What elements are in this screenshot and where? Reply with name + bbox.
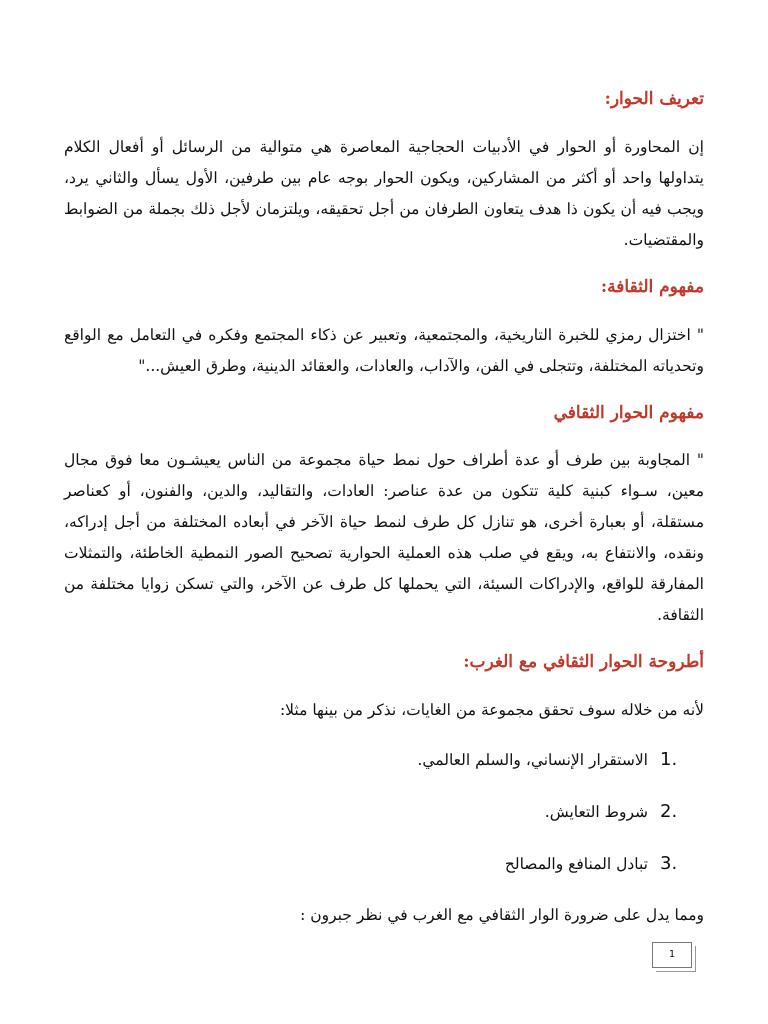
list-text: تبادل المنافع والمصالح (504, 855, 648, 874)
section-paragraph: " المجاوبة بين طرف أو عدة أطراف حول نمط حياة مجموعة من الناس يعيشـون معا فوق مجال معين، سـواء كبنية كلية تتكون من عدة عناصر: العادات، والتقاليد، والدين، والفنون، أو كعناصر مستقلة، أو بعبارة أخرى، هو تنازل كل طرف لنمط حياة الآخر في أبعاده المختلفة من أجل إدراكه، ونقده، والانتفاع به، ويقع في صلب هذه العملية الحوارية تصحيح الصور النمطية الخاطئة، والتمثلات المفارقة للواقع، والإدراكات السيئة، التي يحملها كل طرف عن الآخر، والتي تسكن زوايا مختلفة من الثقافة. (64, 451, 704, 625)
section-heading: تعريف الحوار: (604, 89, 704, 109)
list-text: شروط التعايش. (544, 803, 648, 822)
section-closing: ومما يدل على ضرورة الوار الثقافي مع الغرب في نظر جبرون : (300, 906, 704, 925)
section-heading: أطروحة الحوار الثقافي مع الغرب: (463, 652, 704, 673)
section-cultural-dialogue-concept (64, 402, 704, 632)
goals-list (64, 744, 704, 880)
list-number: 1. (660, 749, 678, 771)
section-dialogue-definition (64, 88, 704, 256)
list-number: 2. (660, 801, 678, 823)
section-intro: لأنه من خلاله سوف تحقق مجموعة من الغايات، نذكر من بينها مثلا: (279, 701, 704, 720)
list-item (64, 796, 704, 828)
document-body (64, 88, 704, 931)
list-item (64, 848, 704, 880)
section-culture-concept (64, 276, 704, 382)
section-heading: مفهوم الثقافة: (600, 276, 704, 297)
section-heading: مفهوم الحوار الثقافي (553, 402, 704, 423)
section-paragraph: " اختزال رمزي للخبرة التاريخية، والمجتمعية، وتعبير عن ذكاء المجتمع وفكره في التعامل مع الواقع وتحدياته المختلفة، وتتجلى في الفن، والآداب، والعادات، والعقائد الدينية، وطرق العيش..." (64, 325, 704, 375)
list-number: 3. (660, 853, 678, 875)
section-west-dialogue-thesis (64, 651, 704, 931)
page-number: 1 (652, 942, 692, 968)
section-paragraph: إن المحاورة أو الحوار في الأدبيات الحجاجية المعاصرة هي متوالية من الرسائل أو أفعال الكلام يتداولها واحد أو أكثر من المشاركين، ويكون الحوار بوجه عام بين طرفين، الأول يسأل والثاني يرد، ويجب فيه أن يكون ذا هدف يتعاون الطرفان من أجل تحقيقه، ويلتزمان لأجل ذلك بجملة من الضوابط والمقتضيات. (64, 137, 704, 249)
list-item (64, 744, 704, 776)
list-text: الاستقرار الإنساني، والسلم العالمي. (417, 751, 648, 770)
